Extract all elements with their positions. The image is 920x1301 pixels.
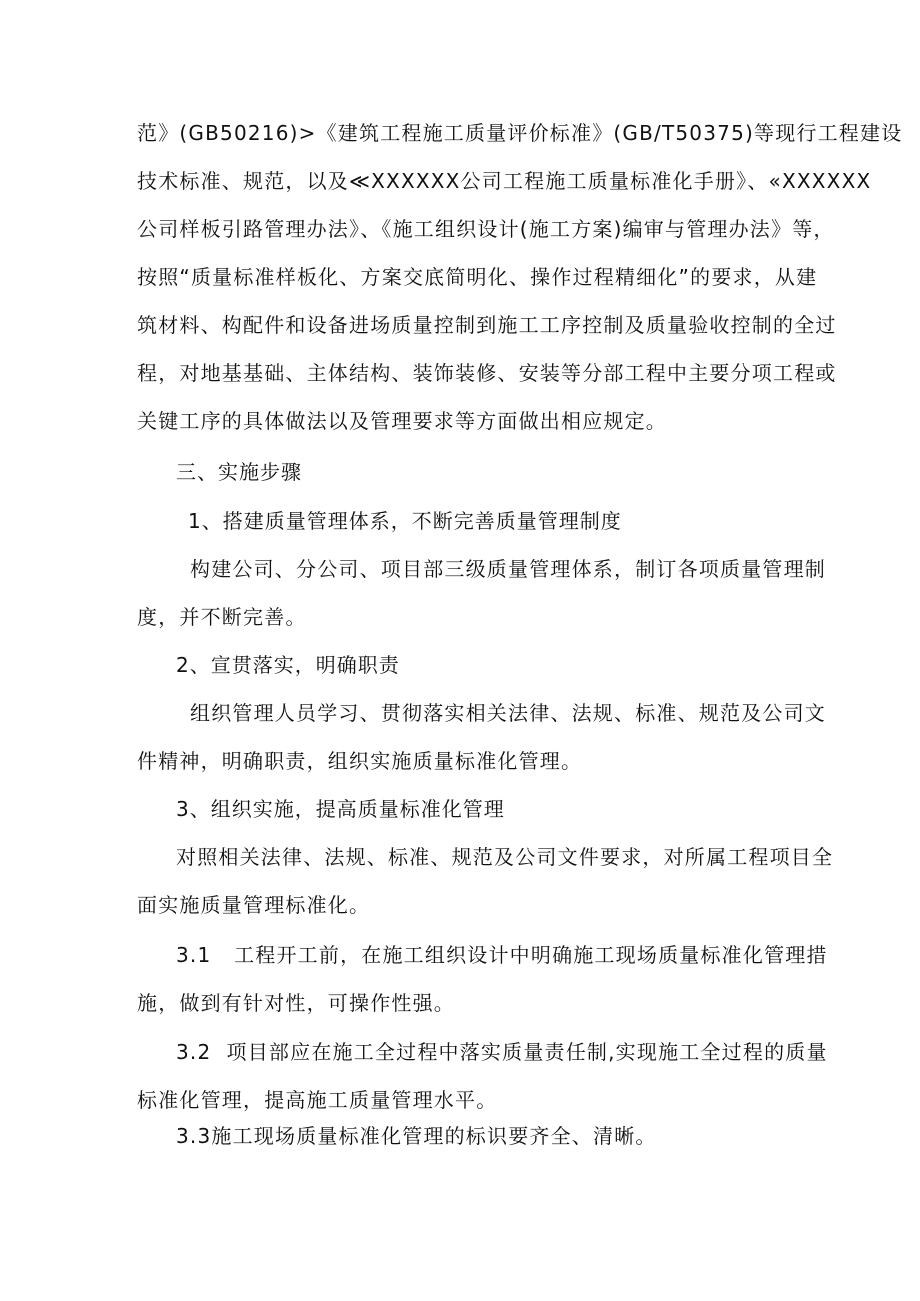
intro-line-5: 筑材料、构配件和设备进场质量控制到施工工序控制及质量验收控制的全过 bbox=[137, 313, 837, 337]
item-3-3-line: 3.3施工现场质量标准化管理的标识要齐全、清晰。 bbox=[176, 1124, 657, 1148]
step-2-text-line-2: 件精神，明确职责，组织实施质量标准化管理。 bbox=[137, 749, 583, 773]
intro-line-1: 范》(GB50216)>《建筑工程施工质量评价标准》(GB/T50375)等现行工程建设 bbox=[137, 121, 903, 145]
item-3-2-line-2: 标准化管理，提高施工质量管理水平。 bbox=[137, 1088, 498, 1112]
intro-line-7: 关键工序的具体做法以及管理要求等方面做出相应规定。 bbox=[137, 409, 667, 433]
item-3-1-line-2: 施，做到有针对性，可操作性强。 bbox=[137, 991, 455, 1015]
section-heading: 三、实施步骤 bbox=[176, 460, 302, 484]
step-1-text-line-1: 构建公司、分公司、项目部三级质量管理体系，制订各项质量管理制 bbox=[190, 557, 826, 581]
step-1-title: 1、搭建质量管理体系，不断完善质量管理制度 bbox=[188, 509, 622, 533]
step-3-title: 3、组织实施，提高质量标准化管理 bbox=[176, 797, 505, 821]
intro-line-2: 技术标准、规范，以及≪XXXXXX公司工程施工质量标准化手册》、«XXXXXX bbox=[137, 169, 872, 193]
item-3-2-line-1: 3.2 项目部应在施工全过程中落实质量责任制,实现施工全过程的质量 bbox=[176, 1040, 828, 1064]
step-2-title: 2、宣贯落实，明确职责 bbox=[176, 653, 400, 677]
step-1-text-line-2: 度，并不断完善。 bbox=[137, 605, 307, 629]
step-2-text-line-1: 组织管理人员学习、贯彻落实相关法律、法规、标准、规范及公司文 bbox=[190, 701, 826, 725]
item-3-1-line-1: 3.1 工程开工前，在施工组织设计中明确施工现场质量标准化管理措 bbox=[176, 943, 828, 967]
step-3-text-line-1: 对照相关法律、法规、标准、规范及公司文件要求，对所属工程项目全 bbox=[176, 845, 834, 869]
intro-line-3: 公司样板引路管理办法》、《施工组织设计(施工方案)编审与管理办法》等， bbox=[137, 217, 835, 241]
intro-line-6: 程，对地基基础、主体结构、装饰装修、安装等分部工程中主要分项工程或 bbox=[137, 361, 837, 385]
step-3-text-line-2: 面实施质量管理标准化。 bbox=[137, 893, 371, 917]
intro-line-4: 按照“质量标准样板化、方案交底简明化、操作过程精细化”的要求，从建 bbox=[137, 265, 818, 289]
